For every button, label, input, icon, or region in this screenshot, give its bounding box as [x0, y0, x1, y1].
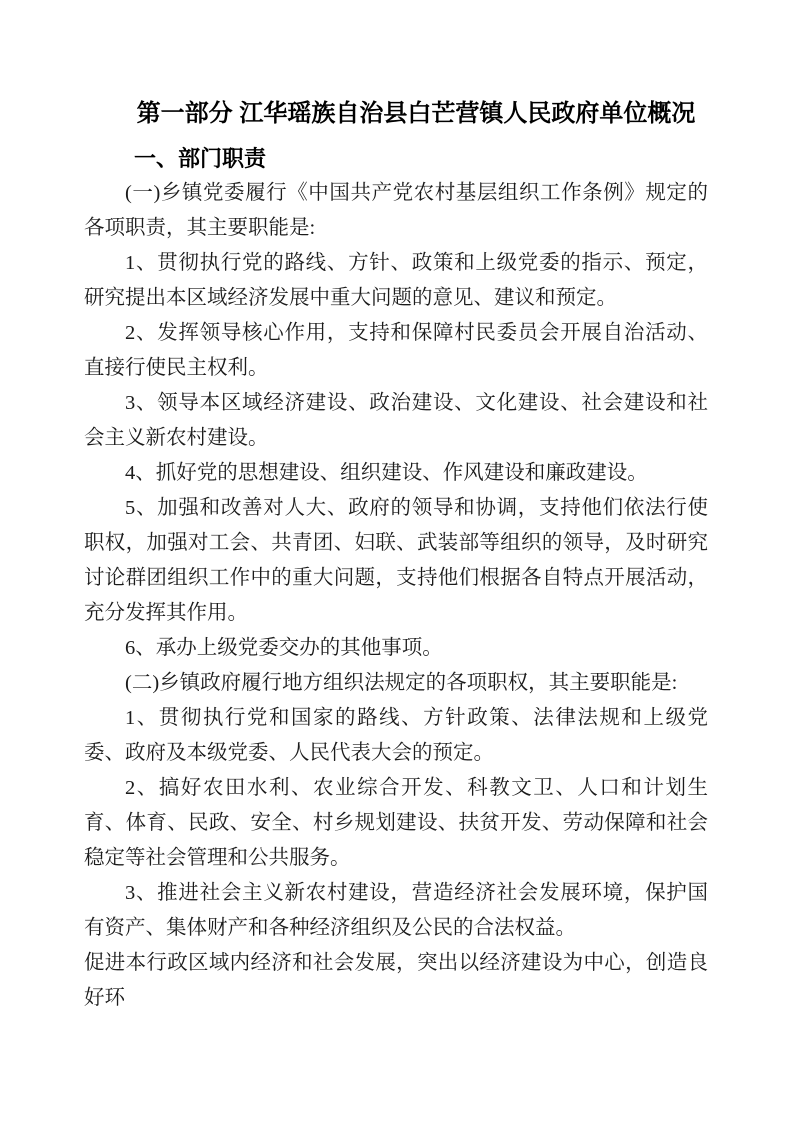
document-title: 第一部分 江华瑶族自治县白芒营镇人民政府单位概况 [136, 100, 696, 127]
paragraph-government-item-1: 1、贯彻执行党和国家的路线、方针政策、法律法规和上级党委、政府及本级党委、人民代表大会的预定。 [84, 707, 708, 764]
paragraph-government-item-2: 2、搞好农田水利、农业综合开发、科教文卫、人口和计划生育、体育、民政、安全、村乡规划建设、扶贫开发、劳动保障和社会稳定等社会管理和公共服务。 [84, 777, 708, 869]
section-heading-department-duties: 一、部门职责 [134, 146, 267, 171]
paragraph-party-committee-intro: (一)乡镇党委履行《中国共产党农村基层组织工作条例》规定的各项职责，其主要职能是: [84, 182, 708, 239]
paragraph-committee-item-5: 5、加强和改善对人大、政府的领导和协调，支持他们依法行使职权，加强对工会、共青团、妇联、武装部等组织的领导，及时研究讨论群团组织工作中的重大问题，支持他们根据各自特点开展活动，充分发挥其作用。 [84, 497, 708, 624]
paragraph-continuation: 促进本行政区域内经济和社会发展，突出以经济建设为中心，创造良好环 [84, 952, 708, 1009]
paragraph-committee-item-1: 1、贯彻执行党的路线、方针、政策和上级党委的指示、预定，研究提出本区域经济发展中重大问题的意见、建议和预定。 [84, 252, 708, 309]
paragraph-committee-item-3: 3、领导本区域经济建设、政治建设、文化建设、社会建设和社会主义新农村建设。 [84, 392, 708, 449]
paragraph-committee-item-2: 2、发挥领导核心作用，支持和保障村民委员会开展自治活动、直接行使民主权利。 [84, 322, 708, 379]
paragraph-government-intro: (二)乡镇政府履行地方组织法规定的各项职权，其主要职能是: [125, 672, 678, 694]
paragraph-government-item-3: 3、推进社会主义新农村建设，营造经济社会发展环境，保护国有资产、集体财产和各种经济组织及公民的合法权益。 [84, 882, 708, 939]
paragraph-committee-item-6: 6、承办上级党委交办的其他事项。 [125, 637, 443, 659]
paragraph-committee-item-4: 4、抓好党的思想建设、组织建设、作风建设和廉政建设。 [125, 462, 648, 484]
